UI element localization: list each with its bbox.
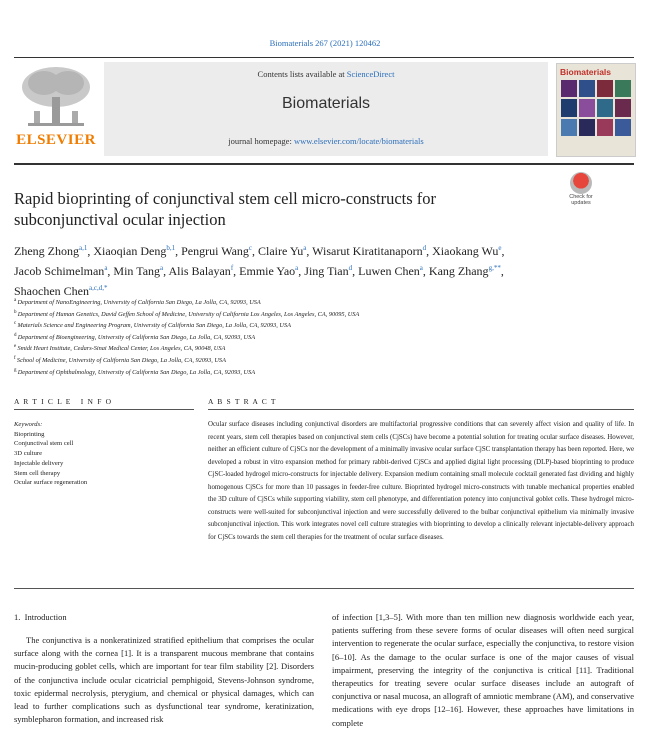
keyword-item[interactable]: Injectable delivery [14, 459, 64, 467]
author-name[interactable]: Jing Tian [304, 264, 349, 278]
article-info-rule [14, 409, 194, 410]
contents-prefix: Contents lists available at [257, 69, 347, 79]
affiliation-key: d [14, 332, 18, 338]
introduction-right-column: of infection [1,3–5]. With more than ten million new diagnosis worldwide each year, patients suffering from these severe forms of ocular diseases will often need surgical intervention to regenerate the ocular surface, especially the conjunctiva, to restore vision [6–10]. As the damage to the ocular surface is one of the major causes of visual impairment, preserving the integrity of the conjunctiva is critical [11]. Traditional therapeutics for treating severe ocular surface diseases include an autograft of conjunctiva or nasal mucosa, an allograft of amniotic membrane (AM), and conservative medications with eye drops [12–16]. However, these approaches have limitations in complete [332, 612, 634, 728]
abstract-rule [208, 409, 634, 410]
author-name[interactable]: Xiaokang Wu [432, 244, 499, 258]
affiliation-text: Smidt Heart Institute, Cedars-Sinai Medical Center, Los Angeles, CA, 90048, USA [17, 345, 226, 353]
affiliation-text: Materials Science and Engineering Program, University of California San Diego, La Jolla, CA, 92093, USA [17, 322, 291, 330]
affiliation-item [14, 319, 614, 331]
author-affiliation-marker[interactable]: a [303, 244, 307, 252]
abstract-text: Ocular surface diseases including conjunctival disorders are multifactorial progressive conditions that can severely affect vision and quality of life. In recent years, stem cell therapies based on conjunctival stem cells (CjSCs) have become a potential solution for treating ocular surface diseases. However, neither an efficient culture of CjSCs nor the development of a minimally invasive ocular surface CjSC transplantation therapy has been reported. Here, we developed a robust in vitro expansion method for primary rabbit-derived CjSCs and applied digital light processing (DLP)-based bioprinting to produce CjSC-loaded hydrogel micro-constructs for injectable delivery. Expansion medium containing small molecule cocktail generated fast dividing and highly homogenous CjSCs for more than 10 passages in feeder-free culture. Bioprinted hydrogel micro-constructs with tunable mechanical properties enabled the 3D culture of CjSCs while supporting viability, stem cell phenotype, and differentiation potency into conjunctival goblet cells. These hydrogel micro-constructs were well-suited for subconjunctival injection and were successfully delivered to the bulbar conjunctival epithelium via minimally invasive subconjunctival injection. This work integrates novel cell culture strategies with bioprinting to develop a clinically relevant injectable-delivery approach for CjSCs towards the stem cell therapies for the treatment of ocular surface diseases. [208, 421, 634, 541]
author-affiliation-marker[interactable]: a [419, 264, 423, 272]
cover-image-grid [561, 80, 631, 136]
author-affiliation-marker[interactable]: d [422, 244, 427, 252]
author-affiliation-marker[interactable]: a,1 [79, 244, 88, 252]
affiliation-item [14, 342, 614, 354]
homepage-line [104, 136, 548, 146]
affiliation-key: b [14, 309, 18, 315]
keyword-item[interactable]: Bioprinting [14, 430, 45, 438]
author-affiliation-marker[interactable]: a,c,d,* [88, 284, 108, 292]
affiliation-key: a [14, 298, 18, 303]
check-for-updates-button[interactable] [566, 172, 596, 206]
cover-title: Biomaterials [560, 67, 612, 77]
affiliation-item [14, 354, 614, 366]
check-updates-icon [570, 172, 592, 194]
author-name[interactable]: Shaochen Chen [14, 284, 89, 298]
header-bottom-rule [14, 163, 634, 165]
keyword-item[interactable]: 3D culture [14, 450, 43, 458]
affiliation-key: e [14, 344, 18, 350]
keywords-block [14, 420, 194, 488]
author-list: Zheng Zhong$^{a,1}$, Xiaoqian Deng$^{b,1}$, Pengrui Wang$^c$, Claire Yu$^a$, Wisarut Kiratitanaporn$^d$, Xiaokang Wu$^e$, Jacob Schimelman$^a$, Min Tang$^a$, Alis Balayan$^f$, Emmie Yao$^a$, Jing Tian$^d$, Luwen Chen$^a$, Kang Zhang$^{g,**}$, Shaochen Chen$^{a,c,d,*}$ [14, 244, 505, 298]
author-name[interactable]: Emmie Yao [239, 264, 296, 278]
affiliation-text: Department of Human Genetics, David Geffen School of Medicine, University of California Los Angeles, Los Angeles, CA, 90095, USA [17, 310, 360, 318]
keyword-item[interactable]: Ocular surface regeneration [14, 479, 88, 487]
header-top-rule [14, 57, 634, 58]
affiliation-item [14, 366, 614, 378]
affiliation-item [14, 308, 614, 320]
affiliation-key: f [14, 355, 17, 361]
keyword-item[interactable]: Stem cell therapy [14, 469, 61, 477]
keywords-label: Keywords: [14, 421, 43, 428]
author-affiliation-marker[interactable]: a [104, 264, 108, 272]
homepage-link[interactable]: www.elsevier.com/locate/biomaterials [293, 136, 424, 146]
homepage-prefix: journal homepage: [228, 136, 294, 146]
affiliation-text: Department of NanoEngineering, University of California San Diego, La Jolla, CA, 92093, USA [17, 299, 261, 307]
contents-line [104, 69, 548, 79]
journal-citation[interactable]: Biomaterials 267 (2021) 120462 [269, 38, 381, 48]
author-name[interactable]: Jacob Schimelman [14, 264, 105, 278]
article-title: Rapid bioprinting of conjunctival stem cell micro-constructs for subconjunctival ocular injection [14, 189, 437, 229]
article-info-heading: A R T I C L E I N F O [14, 397, 113, 406]
affiliation-list [14, 296, 614, 377]
affiliation-key: c [14, 321, 18, 327]
affiliation-item [14, 331, 614, 343]
introduction-left-column: The conjunctiva is a nonkeratinized stratified epithelium that comprises the ocular surface along with the cornea [1]. It is a transparent mucous membrane that contains mucin-producing goblet cells, which are important for tear film stability [2]. Disorders of the conjunctiva include ocular cicatricial pemphigoid, Stevens-Johnson syndrome, toxic epidermal necrolysis, pterygium, and chemical or physical damages, which can lead to further complications such as dysfunctional tear syndrome, keratinization, symblepharon formation, and increased risk [14, 635, 314, 725]
abstract-heading: A B S T R A C T [208, 397, 277, 406]
author-name[interactable]: Min Tang [113, 264, 161, 278]
abstract-bottom-rule [14, 588, 634, 589]
affiliation-item [14, 296, 614, 308]
author-affiliation-marker[interactable]: b,1 [166, 244, 176, 252]
author-affiliation-marker[interactable]: e [498, 244, 502, 252]
author-name[interactable]: Claire Yu [258, 244, 304, 258]
author-affiliation-marker[interactable]: d [348, 264, 353, 272]
author-name[interactable]: Alis Balayan [168, 264, 231, 278]
affiliation-text: School of Medicine, University of California San Diego, La Jolla, CA, 92093, USA [16, 357, 226, 365]
author-affiliation-marker[interactable]: f [230, 264, 234, 272]
introduction-heading: 1. Introduction [14, 612, 67, 622]
author-name[interactable]: Luwen Chen [358, 264, 420, 278]
author-name[interactable]: Zheng Zhong [14, 244, 79, 258]
journal-cover [556, 63, 636, 157]
keyword-item[interactable]: Conjunctival stem cell [14, 440, 74, 448]
affiliation-text: Department of Bioengineering, University of California San Diego, La Jolla, CA, 92093, USA [17, 333, 256, 341]
author-affiliation-marker[interactable]: a [295, 264, 299, 272]
sciencedirect-link[interactable]: ScienceDirect [346, 69, 395, 79]
journal-name: Biomaterials [281, 95, 371, 112]
affiliation-text: Department of Ophthalmology, University of California San Diego, La Jolla, CA, 92093, USA [17, 368, 256, 376]
author-affiliation-marker[interactable]: c [248, 244, 253, 252]
author-name[interactable]: Kang Zhang [428, 264, 489, 278]
affiliation-key: g [14, 367, 18, 373]
author-name[interactable]: Pengrui Wang [181, 244, 249, 258]
elsevier-wordmark: ELSEVIER [16, 132, 96, 148]
author-name[interactable]: Xiaoqian Deng [93, 244, 167, 258]
author-name[interactable]: Wisarut Kiratitanaporn [312, 244, 423, 258]
author-affiliation-marker[interactable]: g,** [488, 264, 501, 272]
author-affiliation-marker[interactable]: a [160, 264, 164, 272]
check-updates-label: Check for updates [569, 194, 593, 206]
